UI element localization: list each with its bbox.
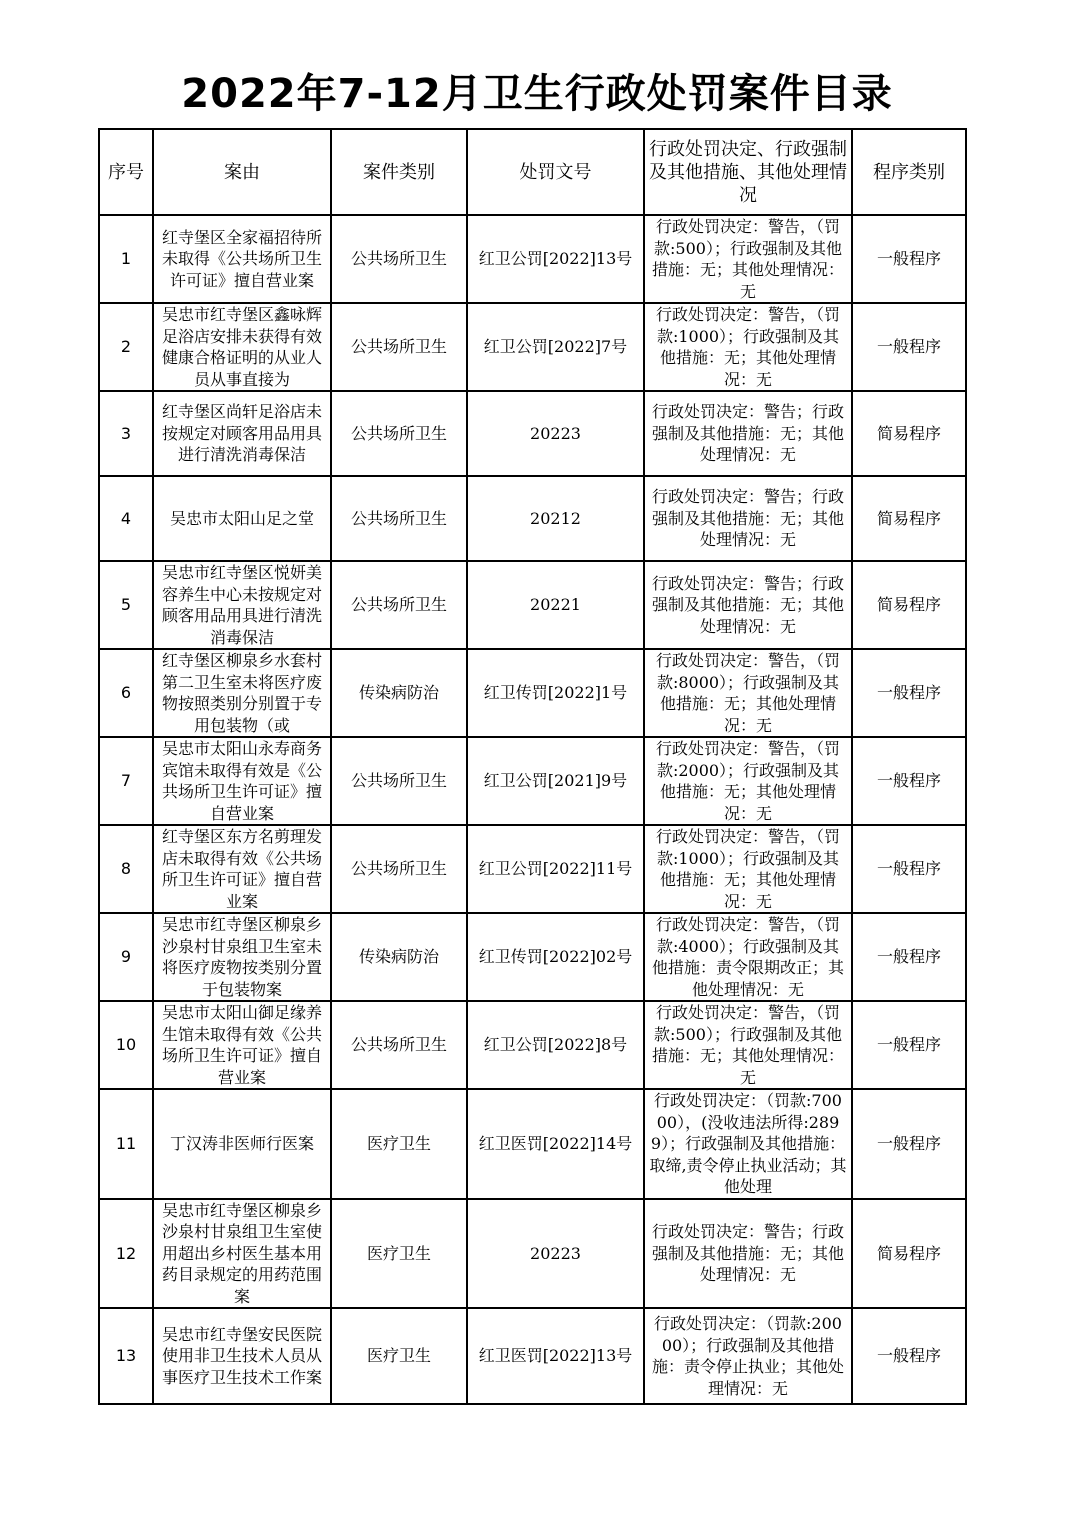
table-row (99, 1308, 966, 1404)
cell-detail-text: 行政处罚决定：警告；行政强制及其他措施：无；其他处理情况：无 (651, 1222, 844, 1284)
cell-detail-text: 行政处罚决定：（罚款:70000），(没收违法所得:2899）；行政强制及其他措施：取缔,责令停止执业活动；其他处理 (649, 1091, 847, 1196)
cell-doc-no: 红卫传罚[2022]02号 (467, 913, 644, 1001)
cell-detail (644, 825, 852, 913)
table-row (99, 737, 966, 825)
cell-detail (644, 1308, 852, 1404)
cell-category: 公共场所卫生 (331, 215, 467, 303)
cell-detail (644, 1199, 852, 1309)
cell-reason (153, 737, 331, 825)
cell-procedure: 一般程序 (852, 913, 966, 1001)
cell-doc-no: 红卫医罚[2022]14号 (467, 1089, 644, 1199)
cell-detail (644, 561, 852, 649)
cell-reason-text: 红寺堡区东方名剪理发店未取得有效《公共场所卫生许可证》擅自营业案 (161, 827, 322, 911)
cell-detail (644, 1001, 852, 1089)
cell-detail-text: 行政处罚决定：警告，（罚款:1000）；行政强制及其他措施：无；其他处理情况：无 (655, 827, 840, 911)
cell-seq: 13 (99, 1308, 153, 1404)
cell-doc-no: 红卫公罚[2022]11号 (467, 825, 644, 913)
cell-procedure: 一般程序 (852, 303, 966, 391)
cell-doc-no: 红卫公罚[2021]9号 (467, 737, 644, 825)
header-seq: 序号 (99, 129, 153, 215)
header-detail (644, 129, 852, 215)
cell-reason (153, 1308, 331, 1404)
table-row (99, 215, 966, 303)
cell-category: 公共场所卫生 (331, 476, 467, 561)
cell-reason-text: 吴忠市太阳山御足缘养生馆未取得有效《公共场所卫生许可证》擅自营业案 (161, 1003, 322, 1087)
cell-seq: 4 (99, 476, 153, 561)
cell-category: 公共场所卫生 (331, 737, 467, 825)
cell-detail-text: 行政处罚决定：警告，（罚款:500）；行政强制及其他措施：无；其他处理情况：无 (651, 217, 844, 301)
header-reason: 案由 (153, 129, 331, 215)
cell-doc-no: 红卫公罚[2022]8号 (467, 1001, 644, 1089)
cell-procedure: 一般程序 (852, 1308, 966, 1404)
cell-reason (153, 825, 331, 913)
cell-detail-text: 行政处罚决定：警告，（罚款:500）；行政强制及其他措施：无；其他处理情况：无 (651, 1003, 844, 1087)
cell-procedure: 简易程序 (852, 561, 966, 649)
cell-detail-text: 行政处罚决定：（罚款:20000）；行政强制及其他措施：责令停止执业；其他处理情况：无 (651, 1314, 844, 1398)
cell-reason-text: 红寺堡区尚轩足浴店未按规定对顾客用品用具进行清洗消毒保洁 (161, 402, 322, 465)
cell-reason (153, 1001, 331, 1089)
table-row (99, 391, 966, 476)
cell-reason (153, 1199, 331, 1309)
header-row (99, 129, 966, 215)
cell-reason-text: 吴忠市红寺堡安民医院使用非卫生技术人员从事医疗卫生技术工作案 (161, 1324, 322, 1387)
cell-reason-text: 吴忠市太阳山足之堂 (169, 508, 314, 528)
cell-doc-no: 20223 (467, 1199, 644, 1309)
cell-detail-text: 行政处罚决定：警告，（罚款:2000）；行政强制及其他措施：无；其他处理情况：无 (655, 739, 840, 823)
cell-seq: 5 (99, 561, 153, 649)
cell-reason (153, 649, 331, 737)
cell-seq: 1 (99, 215, 153, 303)
page-title: 2022年7-12月卫生行政处罚案件目录 (181, 71, 893, 117)
cell-detail-text: 行政处罚决定：警告，（罚款:1000）；行政强制及其他措施：无；其他处理情况：无 (655, 305, 840, 389)
cell-seq: 12 (99, 1199, 153, 1309)
cell-procedure: 简易程序 (852, 1199, 966, 1309)
cell-detail (644, 391, 852, 476)
header-procedure: 程序类别 (852, 129, 966, 215)
cell-seq: 11 (99, 1089, 153, 1199)
cell-doc-no: 红卫公罚[2022]7号 (467, 303, 644, 391)
cell-reason-text: 吴忠市红寺堡区鑫咏辉足浴店安排未获得有效健康合格证明的从业人员从事直接为 (161, 305, 322, 389)
table-row (99, 913, 966, 1001)
cell-detail-text: 行政处罚决定：警告，（罚款:8000）；行政强制及其他措施：无；其他处理情况：无 (655, 651, 840, 735)
cell-detail-text: 行政处罚决定：警告，（罚款:4000）；行政强制及其他措施：责令限期改正；其他处理情况：无 (651, 915, 844, 999)
cell-category: 传染病防治 (331, 913, 467, 1001)
cell-procedure: 简易程序 (852, 391, 966, 476)
cell-reason-text: 红寺堡区全家福招待所未取得《公共场所卫生许可证》擅自营业案 (161, 227, 322, 290)
cell-detail (644, 737, 852, 825)
cell-doc-no: 红卫传罚[2022]1号 (467, 649, 644, 737)
cell-reason (153, 303, 331, 391)
cell-doc-no: 20223 (467, 391, 644, 476)
cases-table (98, 128, 967, 1405)
cell-procedure: 一般程序 (852, 825, 966, 913)
cell-detail-text: 行政处罚决定：警告；行政强制及其他措施：无；其他处理情况：无 (651, 402, 844, 465)
cell-detail (644, 913, 852, 1001)
cell-seq: 6 (99, 649, 153, 737)
table-row (99, 825, 966, 913)
table-row (99, 1089, 966, 1199)
cell-procedure: 一般程序 (852, 1001, 966, 1089)
cell-reason (153, 215, 331, 303)
header-doc-no: 处罚文号 (467, 129, 644, 215)
case-rows (99, 215, 966, 1404)
cell-seq: 2 (99, 303, 153, 391)
cell-reason-text: 吴忠市太阳山永寿商务宾馆未取得有效是《公共场所卫生许可证》擅自营业案 (161, 739, 322, 823)
cell-reason (153, 913, 331, 1001)
cell-reason (153, 561, 331, 649)
cell-procedure: 一般程序 (852, 215, 966, 303)
cell-category: 公共场所卫生 (331, 561, 467, 649)
table-row (99, 476, 966, 561)
cell-detail (644, 215, 852, 303)
header-detail-text: 行政处罚决定、行政强制及其他措施、其他处理情况 (649, 138, 847, 206)
cell-procedure: 一般程序 (852, 649, 966, 737)
cell-seq: 3 (99, 391, 153, 476)
cell-reason-text: 吴忠市红寺堡区悦妍美容养生中心未按规定对顾客用品用具进行清洗消毒保洁 (161, 563, 322, 647)
cell-detail (644, 303, 852, 391)
cell-category: 医疗卫生 (331, 1308, 467, 1404)
cell-detail (644, 476, 852, 561)
cell-doc-no: 20212 (467, 476, 644, 561)
cell-seq: 7 (99, 737, 153, 825)
cell-detail-text: 行政处罚决定：警告；行政强制及其他措施：无；其他处理情况：无 (651, 487, 844, 550)
cell-reason (153, 391, 331, 476)
table-row (99, 649, 966, 737)
table-row (99, 561, 966, 649)
cell-category: 公共场所卫生 (331, 1001, 467, 1089)
cell-category: 医疗卫生 (331, 1089, 467, 1199)
cell-doc-no: 红卫医罚[2022]13号 (467, 1308, 644, 1404)
cell-doc-no: 红卫公罚[2022]13号 (467, 215, 644, 303)
table-row (99, 303, 966, 391)
cell-seq: 8 (99, 825, 153, 913)
header-category: 案件类别 (331, 129, 467, 215)
cell-procedure: 简易程序 (852, 476, 966, 561)
cell-reason (153, 1089, 331, 1199)
cell-reason-text: 吴忠市红寺堡区柳泉乡沙泉村甘泉组卫生室使用超出乡村医生基本用药目录规定的用药范围案 (161, 1200, 322, 1306)
cell-reason-text: 丁汉涛非医师行医案 (169, 1134, 314, 1153)
cell-category: 公共场所卫生 (331, 825, 467, 913)
cell-category: 公共场所卫生 (331, 303, 467, 391)
cell-detail (644, 649, 852, 737)
table-row (99, 1001, 966, 1089)
cell-reason-text: 吴忠市红寺堡区柳泉乡沙泉村甘泉组卫生室未将医疗废物按类别分置于包装物案 (161, 915, 322, 999)
cell-doc-no: 20221 (467, 561, 644, 649)
cell-reason-text: 红寺堡区柳泉乡水套村第二卫生室未将医疗废物按照类别分别置于专用包装物（或 (161, 651, 322, 735)
cell-detail (644, 1089, 852, 1199)
cell-category: 传染病防治 (331, 649, 467, 737)
cell-detail-text: 行政处罚决定：警告；行政强制及其他措施：无；其他处理情况：无 (651, 573, 844, 636)
cell-seq: 10 (99, 1001, 153, 1089)
cell-procedure: 一般程序 (852, 1089, 966, 1199)
cell-category: 公共场所卫生 (331, 391, 467, 476)
cell-procedure: 一般程序 (852, 737, 966, 825)
cell-category: 医疗卫生 (331, 1199, 467, 1309)
cell-seq: 9 (99, 913, 153, 1001)
cell-reason (153, 476, 331, 561)
table-row (99, 1199, 966, 1309)
